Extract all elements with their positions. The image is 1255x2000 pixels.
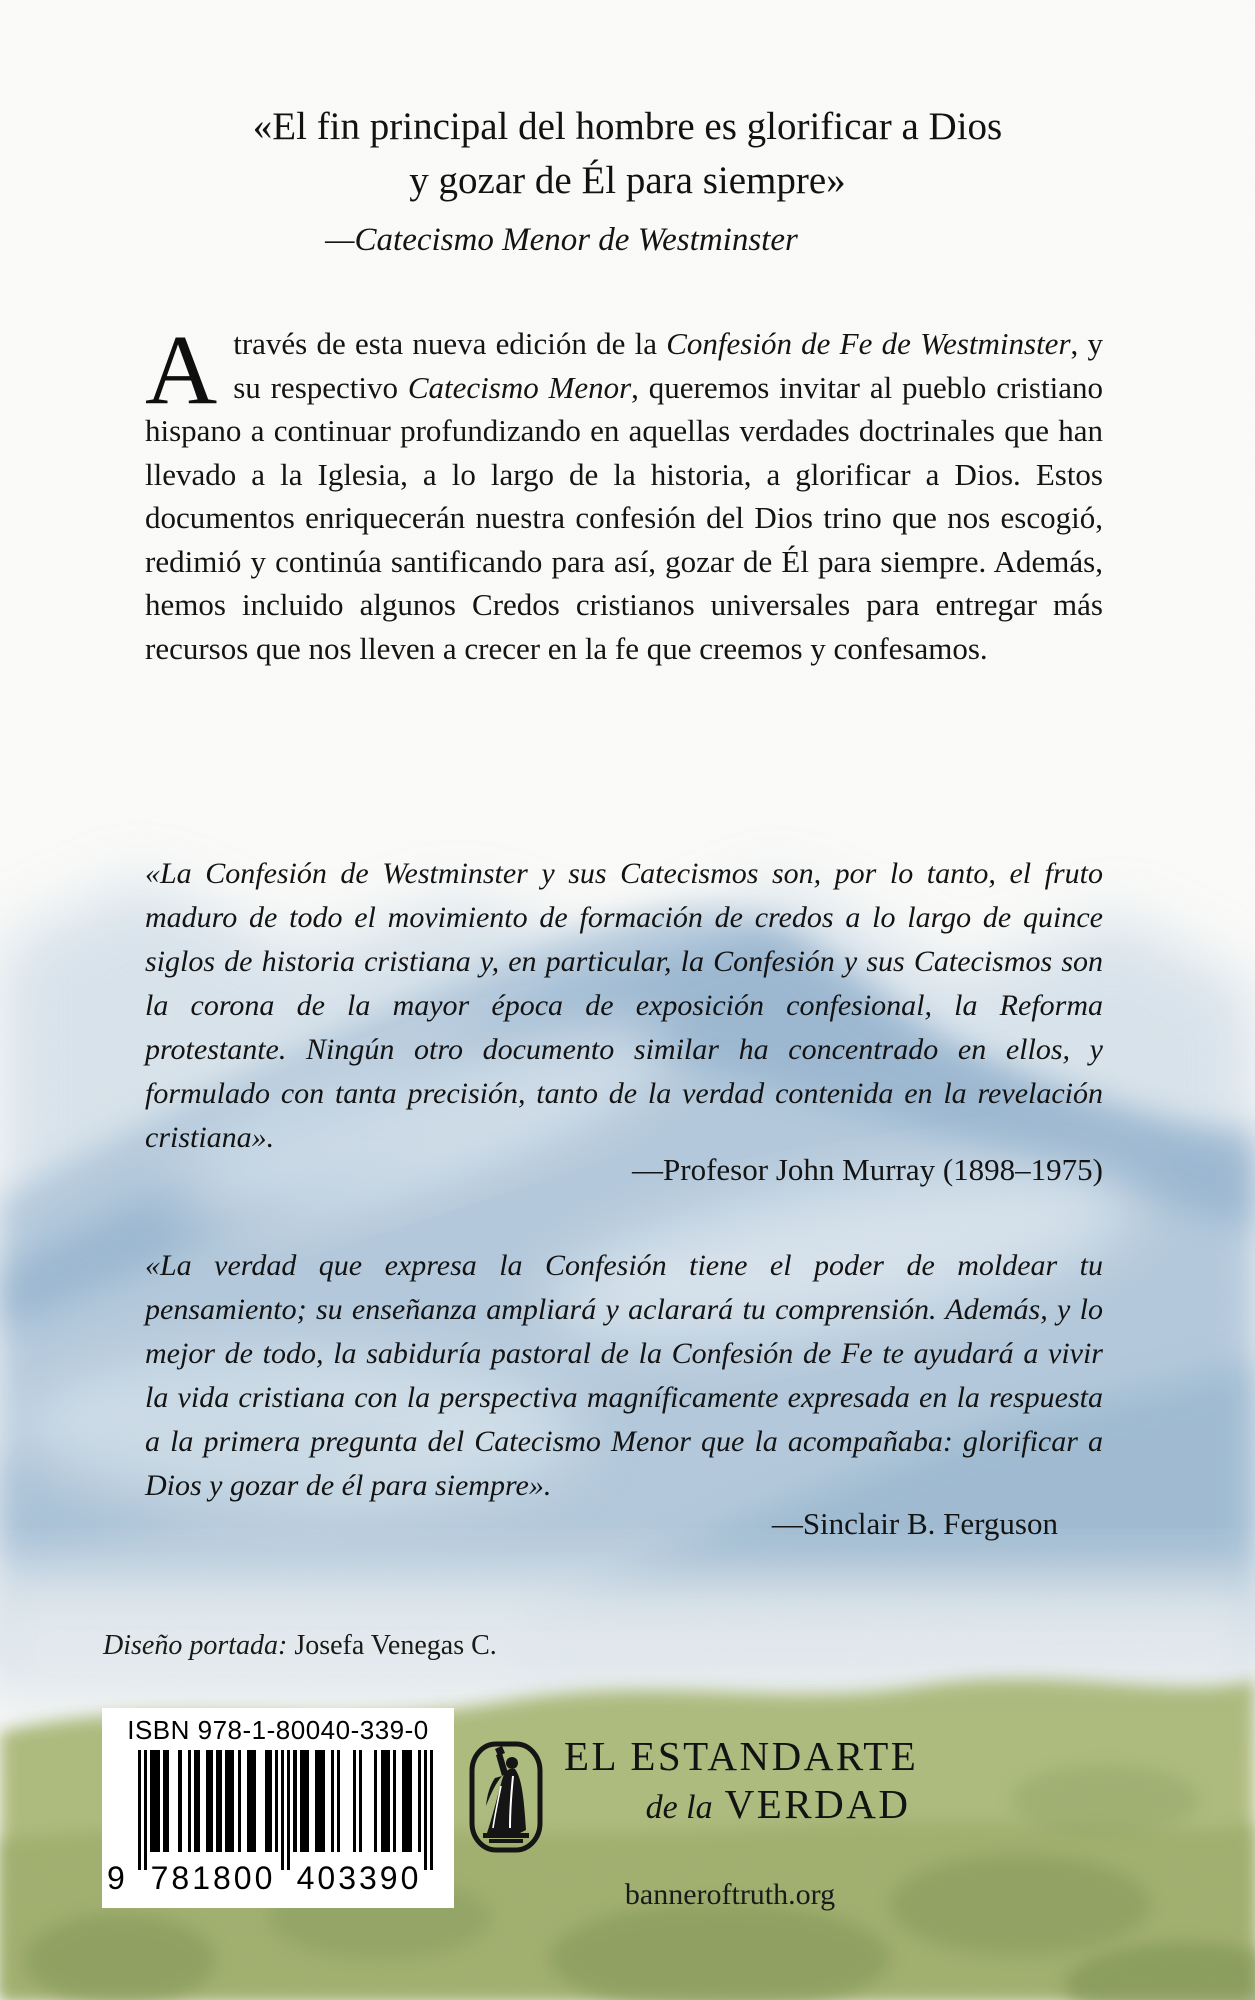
ean13-digits	[102, 1860, 454, 1900]
murray-quote: «La Confesión de Westminster y sus Catecismos son, por lo tanto, el fruto maduro de todo el movimiento de formación de credos a lo largo de quince siglos de historia cristiana y, en particular, la Confesión y sus Catecismos son la corona de la mayor época de exposición confesional, la Reforma protestante. Ningún otro documento similar ha concentrado en ellos, y formulado con tanta precisión, tanto de la verdad contenida en la revelación cristiana».	[145, 857, 1103, 1154]
cover-design-credit: Diseño portada: Josefa Venegas C.	[103, 1630, 497, 1661]
headline-line-2: y gozar de Él para siempre»	[409, 159, 846, 202]
headline-attribution: —Catecismo Menor de Westminster	[325, 222, 798, 258]
publisher-name-line-1: EL ESTANDARTE	[564, 1733, 919, 1779]
intro-paragraph	[145, 314, 1103, 670]
isbn-barcode	[102, 1708, 454, 1908]
isbn-label: ISBN 978-1-80040-339-0	[127, 1715, 429, 1745]
intro-paragraph-text: través de esta nueva edición de la Confesión de Fe de Westminster, y su respectivo Catecismo Menor, queremos invitar al pueblo cristiano hispano a continuar profundizando en aquellas verdades doctrinales que han llevado a la Iglesia, a lo largo de la historia, a glorificar a Dios. Estos documentos enriquecerán nuestra confesión del Dios trino que nos escogió, redimió y continúa santificando para así, gozar de Él para siempre. Además, hemos incluido algunos Credos cristianos universales para entregar más recursos que nos lleven a crecer en la fe que creemos y confesamos.	[145, 326, 1103, 666]
drop-cap: A	[145, 314, 218, 425]
publisher-name-dela: de la	[645, 1789, 713, 1826]
ean13-digit-group-1: 781800	[150, 1860, 276, 1896]
publisher-name	[564, 1734, 992, 1828]
ean13-digit-group-2: 403390	[296, 1860, 422, 1896]
publisher-block	[468, 1734, 992, 1912]
ferguson-attribution: —Sinclair B. Ferguson	[771, 1506, 1058, 1541]
ferguson-quote: «La verdad que expresa la Confesión tiene el poder de moldear tu pensamiento; su enseñanza ampliará y aclarará tu comprensión. Además, y lo mejor de todo, la sabiduría pastoral de la Confesión de Fe te ayudará a vivir la vida cristiana con la perspectiva magníficamente expresada en la respuesta a la primera pregunta del Catecismo Menor que la acompañaba: glorificar a Dios y gozar de él para siempre».	[145, 1249, 1103, 1502]
headline-line-1: «El fin principal del hombre es glorificar a Dios	[252, 105, 1003, 148]
headline-quote	[0, 100, 1255, 259]
publisher-name-line-2	[564, 1780, 992, 1828]
publisher-name-verdad: VERDAD	[724, 1781, 911, 1827]
ean13-bars	[138, 1750, 433, 1872]
murray-attribution: —Profesor John Murray (1898–1975)	[632, 1152, 1103, 1187]
banner-of-truth-logo-icon	[468, 1740, 544, 1854]
publisher-website: banneroftruth.org	[624, 1878, 836, 1911]
ean13-digit-lead: 9	[107, 1860, 125, 1896]
